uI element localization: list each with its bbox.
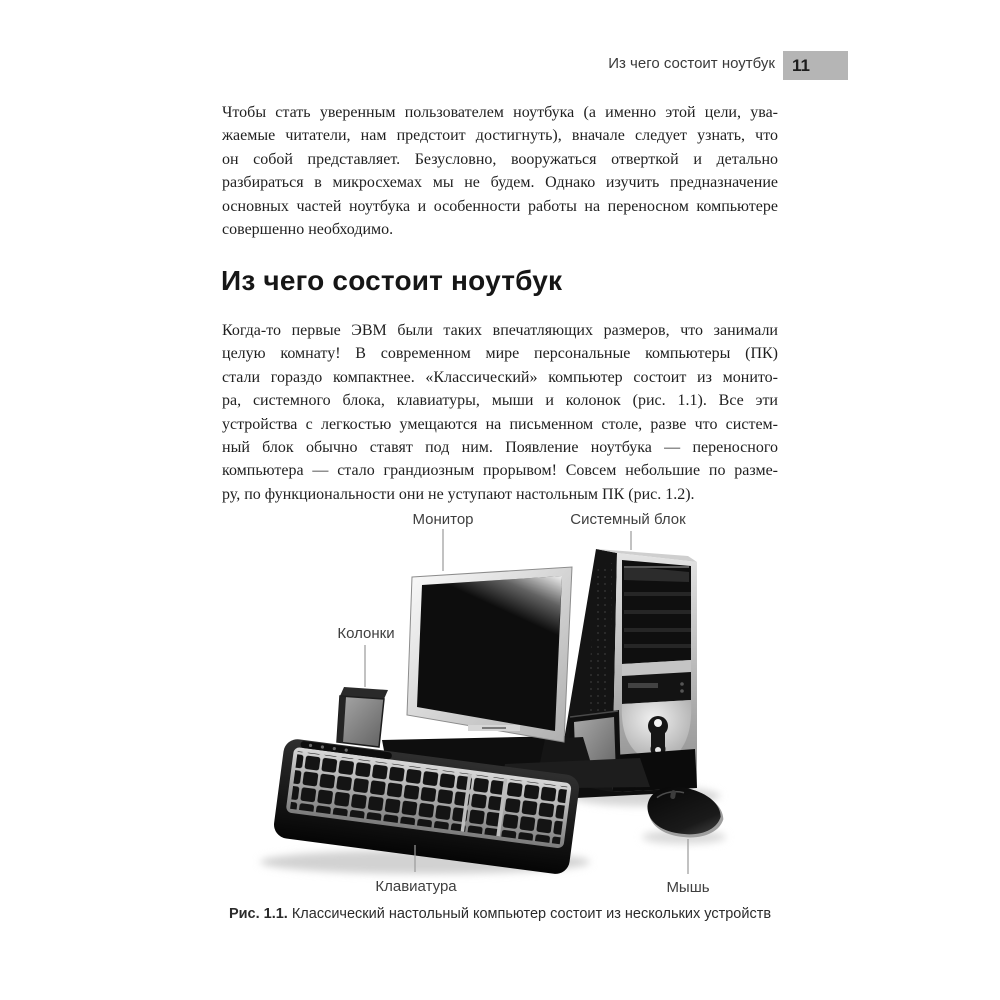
- text-line: устройства с легкостью умещаются на письменном столе, разве что систем-: [222, 415, 778, 433]
- label-keyboard: Клавиатура: [375, 878, 457, 895]
- text-line: жаемые читатели, нам предстоит достигнуть), вначале следует узнать, что: [222, 127, 778, 145]
- speaker-left-graphic: [337, 687, 388, 747]
- text-line: он собой представляет. Безусловно, вооружаться отверткой и детально: [222, 150, 778, 168]
- text-line: ру, по функциональности они не уступают настольным ПК (рис. 1.2).: [222, 485, 695, 503]
- text-line: целую комнату! В современном мире персональные компьютеры (ПК): [222, 345, 778, 363]
- figure-caption-number: Рис. 1.1.: [228, 906, 288, 922]
- intro-paragraph: [222, 101, 778, 241]
- page-number-badge: [783, 51, 848, 80]
- text-line: совершенно необходимо.: [222, 220, 394, 238]
- figure-caption: [222, 906, 778, 922]
- label-system-unit: Системный блок: [570, 511, 686, 528]
- label-monitor: Монитор: [412, 511, 474, 528]
- text-line: основных частей ноутбука и особенности работы на переносном компьютере: [222, 197, 778, 215]
- text-line: стали гораздо компактнее. «Классический» компьютер состоит из монито-: [222, 368, 778, 386]
- label-mouse: Мышь: [666, 879, 710, 896]
- section-heading: Из чего состоит ноутбук: [221, 265, 563, 296]
- text-line: Чтобы стать уверенным пользователем ноутбука (а именно этой цели, ува-: [222, 104, 778, 121]
- figure-illustration: [230, 505, 780, 897]
- body-paragraph: [222, 319, 778, 506]
- figure-caption-text: Классический настольный компьютер состоит из нескольких устройств: [291, 906, 772, 922]
- text-line: Когда-то первые ЭВМ были таких впечатляющих размеров, что занимали: [222, 322, 778, 339]
- page-number: 11: [792, 56, 810, 75]
- running-header-title: Из чего состоит ноутбук: [608, 55, 775, 72]
- text-line: ра, системного блока, клавиатуры, мыши и колонок (рис. 1.1). Все эти: [222, 392, 778, 410]
- text-line: разбираться в микросхемах мы не будем. Однако изучить предназначение: [222, 174, 778, 192]
- label-speakers: Колонки: [337, 625, 395, 642]
- text-line: ный блок обычно ставят под ним. Появление ноутбука — переносного: [222, 438, 778, 456]
- text-line: компьютера — стало грандиозным прорывом! Совсем небольшие по разме-: [222, 462, 778, 480]
